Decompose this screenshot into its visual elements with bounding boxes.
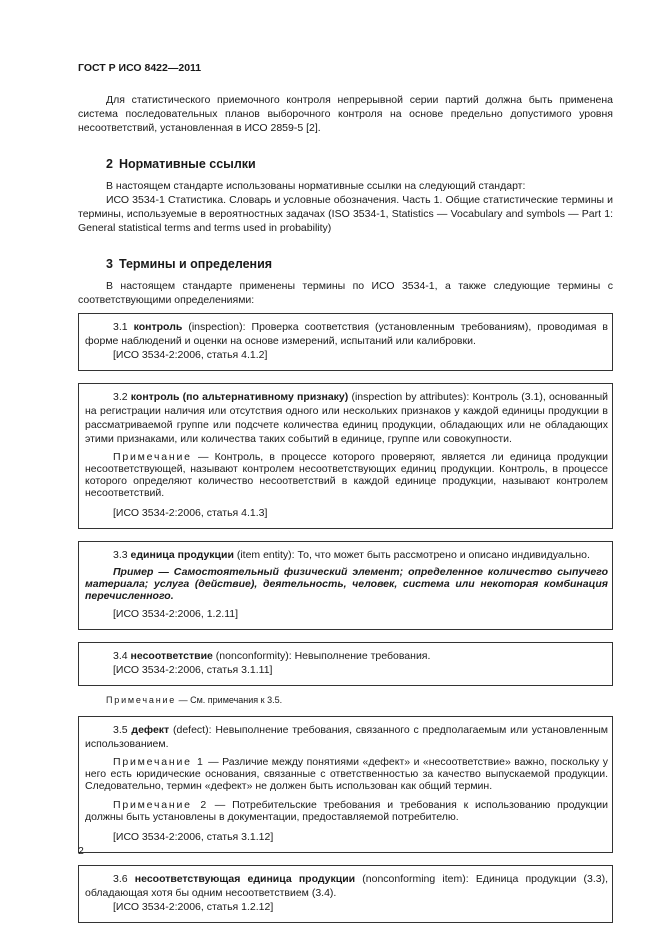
term-number: 3.1 xyxy=(113,321,128,333)
term-3-4-definition xyxy=(85,649,608,663)
term-definition-text: Невыполнение требования, связанного с предполагаемым или установленным использованием. xyxy=(85,724,608,750)
note-text: — Потребительские требования и требования к использованию продукции должны быть установлены в документации, предоставляемой потребителю. xyxy=(85,799,608,823)
term-3-2-definition xyxy=(85,390,608,446)
note-label: Примечание 2 xyxy=(113,799,209,811)
section-3-title: Термины и определения xyxy=(118,257,273,271)
term-3-6-definition xyxy=(85,872,608,900)
term-box-3-6 xyxy=(78,865,613,923)
section-2-paragraph-1: В настоящем стандарте использованы нормативные ссылки на следующий стандарт: xyxy=(106,180,526,192)
term-3-3-reference: [ИСО 3534-2:2006, 1.2.11] xyxy=(113,608,239,620)
term-3-1-reference: [ИСО 3534-2:2006, статья 4.1.2] xyxy=(113,349,268,361)
term-definition-text: Контроль (3.1), основанный на регистрации наличия или отсутствия одного или нескольких признаков у каждой единицы продукции в рассматриваемой группе или подсчете количества единиц продукции, обладающих или не обладающих этими признаками, или количества таких событий в единице, группе или совокупности. xyxy=(85,391,608,445)
term-definition-text: Единица продукции (3.3), обладающая хотя бы одним несоответствием (3.4). xyxy=(85,873,608,899)
term-box-3-5 xyxy=(78,716,613,853)
section-2-title: Нормативные ссылки xyxy=(118,157,256,171)
term-english: (inspection by attributes): xyxy=(348,391,473,403)
term-box-3-1 xyxy=(78,313,613,371)
term-number: 3.3 xyxy=(113,549,128,561)
note-text: — Контроль, в процессе которого проверяют, является ли единица продукции несоответствующей, называют контролем несоответствующих единиц продукции. Контроль, в процессе которого определяют количество несоответствий в каждой единице продукции, называют контролем несоответствий. xyxy=(85,451,608,499)
term-box-3-3 xyxy=(78,541,613,630)
term-3-4-note xyxy=(78,694,613,706)
term-number: 3.4 xyxy=(113,650,128,662)
term-definition-text: Невыполнение требования. xyxy=(294,650,431,662)
term-box-3-2 xyxy=(78,383,613,529)
term-english: (item entity): xyxy=(233,549,298,561)
note-text: — См. примечания к 3.5. xyxy=(176,695,283,705)
term-english: (inspection): xyxy=(182,321,252,333)
term-english: (nonconforming item): xyxy=(355,873,476,885)
section-2-heading xyxy=(78,157,613,171)
term-3-5-note-1 xyxy=(85,756,608,792)
section-2-number: 2 xyxy=(106,157,113,171)
section-3-number: 3 xyxy=(106,257,113,271)
section-2-paragraph-2: ИСО 3534-1 Статистика. Словарь и условные обозначения. Часть 1. Общие статистические термины и термины, используемые в вероятностных задачах (ISO 3534-1, Statistics — Vocabulary and symbols — Part 1: General statistical terms and terms used in probability) xyxy=(78,194,613,234)
term-name: несоответствие xyxy=(130,650,213,662)
term-3-5-reference: [ИСО 3534-2:2006, статья 3.1.12] xyxy=(113,831,274,843)
intro-paragraph: Для статистического приемочного контроля непрерывной серии партий должна быть применена система последовательных планов выборочного контроля на основе предельно допустимого уровня несоответствий, установленная в ИСО 2859-5 [2]. xyxy=(78,94,613,134)
term-definition-text: То, что может быть рассмотрено и описано индивидуально. xyxy=(297,549,590,561)
term-number: 3.5 xyxy=(113,724,128,736)
note-text: — Различие между понятиями «дефект» и «несоответствие» важно, поскольку у него есть юридические основания, связанные с ответственностью за качество выпускаемой продукции. Следовательно, термин «дефект» не должен быть использован как общий термин. xyxy=(85,756,608,792)
document-header: ГОСТ Р ИСО 8422—2011 xyxy=(78,62,202,74)
term-box-3-4 xyxy=(78,642,613,686)
term-3-1-definition xyxy=(85,320,608,348)
term-name: несоответствующая единица продукции xyxy=(134,873,356,885)
section-3-heading xyxy=(78,257,613,271)
term-definition-text: Проверка соответствия (установленным требованиям), проводимая в форме наблюдений и оценки на основе измерений, испытаний или калибровки. xyxy=(85,321,609,347)
term-3-3-example: Пример — Самостоятельный физический элемент; определенное количество сыпучего материала; услуга (действие), деятельность, человек, система или некоторая комбинация перечисленного. xyxy=(85,566,608,602)
section-3-paragraph-1: В настоящем стандарте применены термины по ИСО 3534-1, а также следующие термины с соответствующими определениями: xyxy=(78,280,613,306)
term-3-6-reference: [ИСО 3534-2:2006, статья 1.2.12] xyxy=(113,901,274,913)
term-name: контроль xyxy=(133,321,183,333)
page-content xyxy=(78,93,613,923)
term-3-3-definition xyxy=(85,548,608,562)
term-3-2-note xyxy=(85,451,608,499)
term-name: единица продукции xyxy=(130,549,234,561)
term-number: 3.6 xyxy=(113,873,128,885)
note-label: Примечание xyxy=(113,451,192,463)
term-3-4-reference: [ИСО 3534-2:2006, статья 3.1.11] xyxy=(113,664,273,676)
term-english: (nonconformity): xyxy=(212,650,295,662)
term-name: контроль (по альтернативному признаку) xyxy=(130,391,349,403)
term-name: дефект xyxy=(131,724,170,736)
term-3-5-note-2 xyxy=(85,799,608,823)
term-3-2-reference: [ИСО 3534-2:2006, статья 4.1.3] xyxy=(113,507,268,519)
note-label: Примечание 1 xyxy=(113,756,205,768)
term-3-5-definition xyxy=(85,723,608,751)
term-english: (defect): xyxy=(169,724,216,736)
term-number: 3.2 xyxy=(113,391,128,403)
note-label: Примечание xyxy=(106,695,177,705)
page-number: 2 xyxy=(78,845,84,857)
